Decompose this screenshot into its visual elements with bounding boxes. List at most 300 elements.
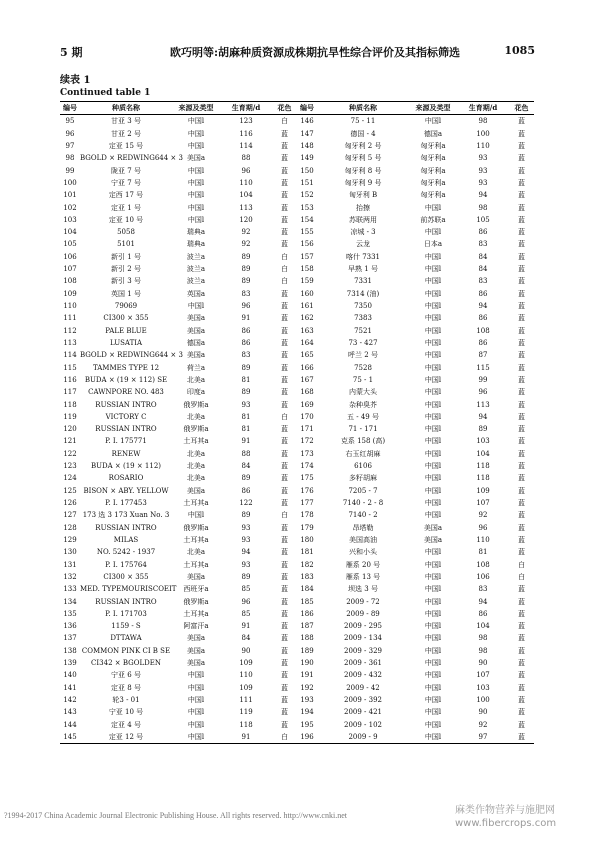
row-right [297, 337, 534, 349]
source-type: 中国l [424, 597, 442, 606]
row-left [60, 140, 297, 152]
growth-days: 98 [478, 646, 488, 655]
row-right [297, 719, 534, 731]
growth-days: 99 [478, 375, 488, 384]
growth-days: 94 [478, 412, 488, 421]
row-number: 117 [63, 388, 77, 397]
flower-color: 白 [281, 277, 288, 286]
row-left [60, 448, 297, 460]
row-number: 153 [300, 203, 314, 212]
row-number: 120 [63, 425, 77, 434]
row-right [297, 694, 534, 706]
row-number: 123 [63, 462, 77, 471]
table-row [60, 411, 534, 423]
table-row [60, 583, 534, 595]
row-right [297, 386, 534, 398]
flower-color: 白 [518, 560, 525, 569]
flower-color: 蓝 [281, 375, 288, 384]
row-number: 99 [65, 166, 75, 175]
source-type: 土耳其a [183, 609, 209, 618]
header-source: 来源及类型 [415, 103, 451, 112]
growth-days: 86 [478, 289, 488, 298]
germplasm-name: VICTORY C [105, 412, 147, 421]
flower-color: 蓝 [518, 400, 525, 409]
germplasm-name: PALE BLUE [105, 326, 147, 335]
germplasm-name: 2009 - 72 [346, 597, 380, 606]
source-type: 北美a [186, 375, 206, 384]
row-right [297, 435, 534, 447]
row-right [297, 485, 534, 497]
flower-color: 白 [518, 572, 525, 581]
growth-days: 83 [478, 240, 488, 249]
row-number: 165 [300, 351, 314, 360]
flower-color: 蓝 [281, 437, 288, 446]
row-number: 141 [63, 683, 77, 692]
table-row [60, 571, 534, 583]
source-type: 美国a [186, 659, 206, 668]
source-type: 阿富汗a [183, 622, 209, 631]
table-row [60, 238, 534, 250]
source-type: 中国l [424, 683, 442, 692]
germplasm-name: 2009 - 42 [346, 683, 380, 692]
source-type: 瑞典a [186, 240, 206, 249]
row-number: 149 [300, 154, 314, 163]
source-type: 中国l [424, 696, 442, 704]
table-row [60, 448, 534, 460]
row-left [60, 325, 297, 337]
flower-color: 蓝 [518, 191, 525, 200]
row-number: 134 [63, 597, 77, 606]
flower-color: 蓝 [281, 166, 288, 175]
flower-color: 蓝 [281, 474, 288, 483]
flower-color: 蓝 [281, 486, 288, 495]
growth-days: 109 [476, 486, 490, 495]
source-type: 中国l [424, 388, 442, 397]
source-type: 中国l [187, 671, 205, 680]
source-type: 中国l [187, 117, 205, 126]
row-right [297, 202, 534, 214]
germplasm-name: 75 - 11 [350, 117, 376, 126]
row-left [60, 177, 297, 189]
flower-color: 蓝 [281, 535, 288, 544]
flower-color: 蓝 [518, 511, 525, 520]
germplasm-name: 71 - 171 [348, 425, 378, 434]
table-row [60, 645, 534, 657]
germplasm-name: 宁亚 10 号 [108, 708, 144, 717]
flower-color: 蓝 [281, 585, 288, 594]
germplasm-name: 杂种臭芥 [349, 400, 377, 409]
germplasm-name: 新引 2 号 [111, 265, 141, 274]
row-number: 140 [63, 671, 77, 680]
growth-days: 110 [476, 535, 490, 544]
flower-color: 蓝 [518, 141, 525, 150]
row-number: 125 [63, 486, 77, 495]
source-type: 土耳其a [183, 560, 209, 569]
flower-color: 蓝 [281, 289, 288, 298]
source-type: 中国l [187, 511, 205, 520]
germplasm-name: 匈牙利 B [348, 191, 378, 200]
row-right [297, 325, 534, 337]
row-number: 173 [300, 449, 314, 458]
table-row [60, 694, 534, 706]
row-right [297, 140, 534, 152]
row-left [60, 657, 297, 669]
row-number: 100 [63, 178, 77, 187]
growth-days: 103 [476, 683, 490, 692]
row-number: 106 [63, 252, 77, 261]
growth-days: 83 [241, 289, 251, 298]
header-no: 编号 [300, 103, 314, 112]
flower-color: 蓝 [518, 412, 525, 421]
growth-days: 97 [478, 732, 488, 741]
table-row [60, 300, 534, 312]
source-type: 中国l [424, 412, 442, 421]
growth-days: 96 [241, 597, 251, 606]
row-number: 159 [300, 277, 314, 286]
row-right [297, 349, 534, 361]
table-row [60, 251, 534, 263]
growth-days: 94 [478, 191, 488, 200]
row-right [297, 583, 534, 595]
germplasm-name: CI300 × 355 [103, 572, 149, 581]
source-type: 北美a [186, 449, 206, 458]
growth-days: 98 [478, 203, 488, 212]
germplasm-name: 五 - 49 号 [347, 412, 379, 421]
row-left [60, 583, 297, 595]
row-number: 188 [300, 634, 314, 643]
germplasm-name: 7383 [354, 314, 372, 323]
growth-days: 87 [478, 351, 488, 360]
growth-days: 110 [476, 141, 490, 150]
row-right [297, 152, 534, 164]
source-type: 中国l [424, 289, 442, 298]
row-number: 108 [63, 277, 77, 286]
germplasm-name: 甘亚 3 号 [111, 117, 141, 126]
row-number: 183 [300, 572, 314, 581]
germplasm-name: 1159 - S [111, 622, 141, 631]
source-type: 中国l [424, 634, 442, 643]
growth-days: 94 [478, 597, 488, 606]
source-type: 北美a [186, 462, 206, 471]
row-left [60, 312, 297, 324]
growth-days: 89 [478, 425, 488, 434]
watermark-line2: www.fibercrops.com [455, 818, 557, 829]
row-number: 145 [63, 732, 77, 741]
germplasm-name: 云龙 [356, 240, 370, 249]
growth-days: 83 [241, 351, 251, 360]
row-left [60, 669, 297, 681]
flower-color: 蓝 [518, 129, 525, 138]
table-row [60, 632, 534, 644]
row-left [60, 694, 297, 706]
table-row [60, 423, 534, 435]
growth-days: 93 [241, 400, 251, 409]
growth-days: 122 [239, 499, 253, 507]
germplasm-name: 匈牙利 2 号 [344, 141, 382, 150]
table-row [60, 399, 534, 411]
germplasm-name: 昂塔勒 [352, 523, 374, 532]
germplasm-name: 喀什 7331 [345, 252, 381, 261]
flower-color: 蓝 [281, 302, 288, 310]
row-number: 194 [300, 708, 314, 717]
row-number: 174 [300, 462, 314, 471]
row-right [297, 472, 534, 484]
flower-color: 蓝 [281, 659, 288, 668]
flower-color: 蓝 [518, 622, 525, 631]
flower-color: 蓝 [281, 548, 288, 557]
flower-color: 蓝 [518, 548, 525, 557]
growth-days: 118 [476, 474, 490, 483]
header-days: 生育期/d [468, 103, 498, 112]
source-type: 中国l [187, 203, 205, 212]
source-type: 美国a [186, 351, 206, 360]
row-number: 187 [300, 622, 314, 631]
row-left [60, 399, 297, 411]
growth-days: 92 [478, 720, 488, 729]
flower-color: 蓝 [518, 634, 525, 643]
source-type: 中国l [424, 302, 442, 310]
row-number: 115 [63, 363, 77, 372]
row-left [60, 152, 297, 164]
flower-color: 蓝 [518, 523, 525, 532]
source-type: 美国a [186, 326, 206, 335]
flower-color: 蓝 [518, 499, 525, 507]
growth-days: 113 [476, 400, 490, 409]
source-type: 匈牙利a [420, 154, 446, 163]
source-type: 匈牙利a [420, 178, 446, 187]
row-left [60, 275, 297, 287]
row-left [60, 423, 297, 435]
source-type: 土耳其a [183, 437, 209, 446]
row-left [60, 263, 297, 275]
source-type: 德国a [423, 129, 443, 138]
growth-days: 89 [241, 572, 251, 581]
table-row [60, 620, 534, 632]
growth-days: 109 [239, 683, 253, 692]
growth-days: 111 [239, 696, 253, 704]
table-row [60, 596, 534, 608]
table-row [60, 460, 534, 472]
source-type: 中国l [424, 437, 442, 446]
growth-days: 93 [478, 178, 488, 187]
growth-days: 89 [241, 265, 251, 274]
growth-days: 104 [476, 622, 490, 631]
flower-color: 蓝 [518, 240, 525, 249]
row-left [60, 719, 297, 731]
table-row [60, 472, 534, 484]
flower-color: 蓝 [518, 203, 525, 212]
flower-color: 蓝 [518, 732, 525, 741]
germplasm-name: 7140 - 2 - 8 [342, 499, 384, 507]
growth-days: 86 [241, 338, 251, 347]
source-type: 中国l [424, 622, 442, 631]
row-number: 131 [63, 560, 77, 569]
flower-color: 蓝 [518, 178, 525, 187]
row-number: 111 [63, 314, 77, 323]
row-right [297, 226, 534, 238]
table-row [60, 546, 534, 558]
table-row [60, 719, 534, 731]
germplasm-name: 德国 - 4 [350, 129, 376, 138]
flower-color: 蓝 [518, 215, 525, 224]
row-right [297, 571, 534, 583]
flower-color: 白 [281, 732, 288, 741]
source-type: 中国l [424, 474, 442, 483]
row-right [297, 559, 534, 571]
germplasm-name: 宁亚 7 号 [111, 178, 141, 187]
germplasm-name: 凉城 - 3 [350, 228, 376, 237]
row-number: 185 [300, 597, 314, 606]
growth-days: 90 [241, 646, 251, 655]
source-type: 中国l [424, 585, 442, 594]
source-type: 中国l [187, 302, 205, 310]
germplasm-name: BISON × ABY. YELLOW [83, 486, 169, 495]
germplasm-name: 新引 3 号 [111, 277, 141, 286]
row-right [297, 522, 534, 534]
source-type: 中国l [424, 732, 442, 741]
germplasm-name: 2009 - 361 [344, 659, 382, 668]
flower-color: 蓝 [281, 425, 288, 434]
germplasm-name: 定西 17 号 [108, 191, 144, 200]
row-right [297, 534, 534, 546]
growth-days: 123 [239, 117, 253, 126]
flower-color: 蓝 [518, 585, 525, 594]
row-number: 180 [300, 535, 314, 544]
flower-color: 蓝 [281, 449, 288, 458]
table-body [60, 115, 534, 743]
table-row [60, 337, 534, 349]
germplasm-name: BUDA × (19 × 112) [90, 462, 162, 471]
germplasm-name: RUSSIAN INTRO [95, 425, 157, 434]
source-type: 中国l [424, 400, 442, 409]
row-right [297, 731, 534, 743]
row-number: 143 [63, 708, 77, 717]
flower-color: 蓝 [281, 696, 288, 704]
germplasm-name: 2009 - 392 [344, 696, 382, 704]
growth-days: 89 [241, 474, 251, 483]
row-number: 167 [300, 375, 314, 384]
source-type: 中国l [424, 338, 442, 347]
row-left [60, 645, 297, 657]
growth-days: 120 [239, 215, 253, 224]
source-type: 前苏联a [420, 215, 446, 224]
flower-color: 蓝 [518, 351, 525, 360]
row-number: 121 [63, 437, 77, 446]
row-number: 152 [300, 191, 314, 200]
copyright-footer: ?1994-2017 China Academic Journal Electronic Publishing House. All rights reserved. http://www.cnki.net [4, 811, 347, 820]
source-type: 美国a [186, 572, 206, 581]
source-type: 中国l [424, 511, 442, 520]
source-type: 中国l [424, 449, 442, 458]
source-type: 中国l [187, 683, 205, 692]
row-left [60, 226, 297, 238]
table-row [60, 226, 534, 238]
row-right [297, 214, 534, 226]
row-number: 126 [63, 499, 77, 507]
flower-color: 蓝 [281, 708, 288, 717]
row-left [60, 362, 297, 374]
growth-days: 85 [241, 585, 251, 594]
source-type: 中国l [424, 499, 442, 507]
source-type: 西班牙a [183, 585, 209, 594]
flower-color: 蓝 [281, 326, 288, 335]
row-left [60, 706, 297, 718]
row-right [297, 645, 534, 657]
flower-color: 蓝 [281, 597, 288, 606]
germplasm-name: 多籽胡麻 [349, 474, 377, 483]
source-type: 美国a [186, 634, 206, 643]
germplasm-name: 2009 - 102 [344, 720, 382, 729]
row-number: 146 [300, 117, 314, 126]
source-type: 中国l [424, 560, 442, 569]
row-left [60, 546, 297, 558]
growth-days: 96 [241, 166, 251, 175]
table-caption-zh: 续表 1 [60, 75, 91, 86]
row-right [297, 423, 534, 435]
row-right [297, 362, 534, 374]
flower-color: 蓝 [518, 277, 525, 286]
source-type: 中国l [424, 462, 442, 471]
growth-days: 93 [241, 560, 251, 569]
row-number: 136 [63, 622, 77, 631]
row-number: 172 [300, 437, 314, 446]
flower-color: 蓝 [518, 720, 525, 729]
row-left [60, 596, 297, 608]
growth-days: 116 [239, 129, 253, 138]
row-left [60, 300, 297, 312]
row-left [60, 571, 297, 583]
growth-days: 113 [239, 203, 253, 212]
growth-days: 84 [478, 265, 488, 274]
table-row [60, 189, 534, 201]
table-row [60, 214, 534, 226]
source-type: 中国l [187, 191, 205, 200]
flower-color: 白 [281, 511, 288, 520]
germplasm-name: 6106 [354, 462, 372, 471]
flower-color: 蓝 [518, 425, 525, 434]
row-number: 182 [300, 560, 314, 569]
source-type: 中国l [187, 720, 205, 729]
table-row [60, 263, 534, 275]
table-row [60, 349, 534, 361]
flower-color: 蓝 [518, 228, 525, 237]
row-number: 124 [63, 474, 77, 483]
row-left [60, 349, 297, 361]
row-number: 112 [63, 326, 77, 335]
growth-days: 83 [478, 277, 488, 286]
row-left [60, 522, 297, 534]
source-type: 中国l [187, 178, 205, 187]
source-type: 中国l [187, 166, 205, 175]
row-right [297, 596, 534, 608]
flower-color: 蓝 [518, 166, 525, 175]
row-number: 105 [63, 240, 77, 249]
flower-color: 蓝 [518, 683, 525, 692]
source-type: 印度a [186, 388, 206, 397]
growth-days: 104 [239, 191, 253, 200]
growth-days: 86 [478, 314, 488, 323]
growth-days: 84 [478, 252, 488, 261]
germplasm-name: 新引 1 号 [111, 252, 141, 261]
germplasm-name: 定亚 4 号 [111, 720, 141, 729]
germplasm-name: RUSSIAN INTRO [95, 523, 157, 532]
flower-color: 蓝 [281, 215, 288, 224]
germplasm-name: 陇亚 7 号 [111, 166, 141, 175]
germplasm-name: BUDA × (19 × 112) SE [84, 375, 168, 384]
table-row [60, 706, 534, 718]
row-number: 122 [63, 449, 77, 458]
growth-days: 86 [478, 609, 488, 618]
